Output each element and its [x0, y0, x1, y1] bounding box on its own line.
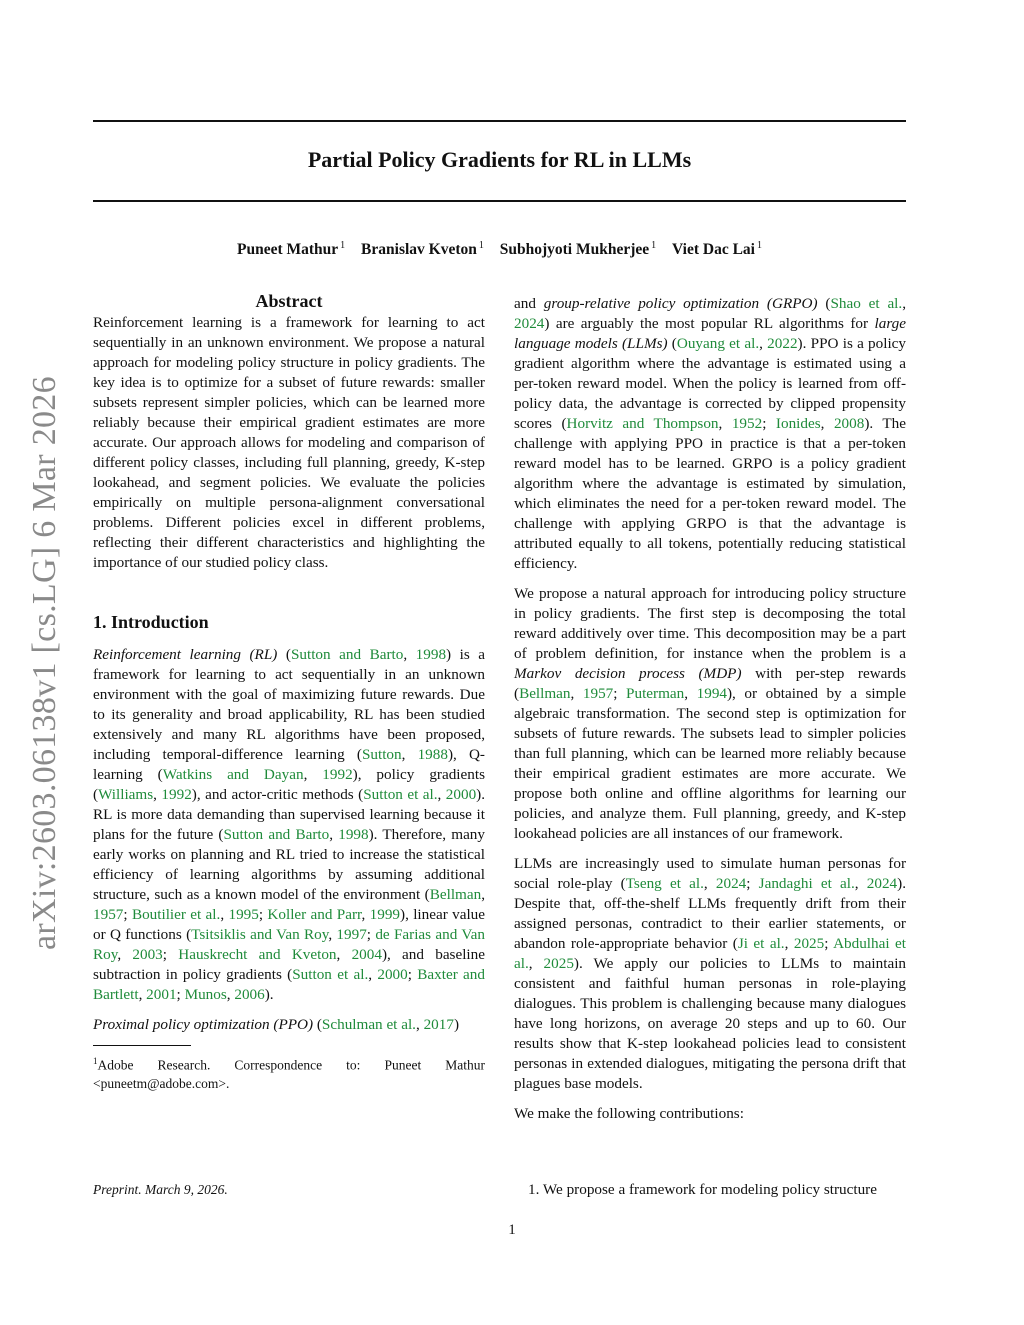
citation-year-link[interactable]: 2003 [132, 946, 163, 963]
author-list [93, 236, 906, 260]
citation-year-link[interactable]: 2000 [377, 966, 408, 983]
citation-year-link[interactable]: 1952 [731, 415, 763, 432]
citation-link[interactable]: de Farias and Van Roy [93, 926, 485, 963]
citation-year-link[interactable]: 2022 [767, 335, 798, 352]
citation-link[interactable]: Koller and Parr [267, 906, 362, 923]
citation-link[interactable]: Tseng et al. [625, 875, 704, 892]
citation-year-link[interactable]: 1999 [369, 906, 401, 923]
citation-year-link[interactable]: 2024 [866, 875, 898, 892]
citation-link[interactable]: Schulman et al. [321, 1016, 416, 1033]
title-rule-top [93, 120, 906, 122]
citation-year-link[interactable]: 2006 [234, 986, 265, 1003]
author: Puneet Mathur $^1$ [237, 240, 346, 259]
citation-link[interactable]: Puterman [626, 685, 685, 702]
author: Branislav Kveton $^1$ [361, 240, 484, 259]
right-column [514, 294, 906, 1124]
citation-year-link[interactable]: 2025 [543, 955, 574, 972]
intro-paragraph-1: Reinforcement learning (RL) (Sutton and Barto, 1998) is a framework for learning to act sequentially in an unknown environment with the goal of maximizing future rewards. Due to its generality and broad applicability, RL has been studied extensively and many RL algorithms have been proposed, including temporal-difference learning (Sutton, 1988), Q-learning (Watkins and Dayan, 1992), policy gradients (Williams, 1992), and actor-critic methods (Sutton et al., 2000). RL is more data demanding than supervised learning because it plans for the future (Sutton and Barto, 1998). Therefore, many early works on planning and RL tried to increase the statistical efficiency of learning algorithms by assuming additional structure, such as a known model of the environment (Bellman, 1957; Boutilier et al., 1995; Koller and Parr, 1999), linear value or Q functions (Tsitsiklis and Van Roy, 1997; de Farias and Van Roy, 2003; Hauskrecht and Kveton, 2004), and baseline subtraction in policy gradients (Sutton et al., 2000; Baxter and Bartlett, 2001; Munos, 2006). [93, 646, 486, 1003]
citation-link[interactable]: Boutilier et al. [131, 906, 221, 923]
citation-link[interactable]: Sutton and Barto [223, 826, 330, 843]
preprint-date: Preprint. March 9, 2026. [93, 1182, 228, 1197]
abstract-text: Reinforcement learning is a framework for learning to act sequentially in an unknown environment. We propose a natural approach for modeling policy structure in policy gradients. The key idea is to optimize for a subset of future rewards: smaller subsets represent simpler policies, which can be learned more reliably because their empirical gradient estimates are more accurate. Our approach allows for modeling and comparison of different policy classes, including full planning, greedy, K-step lookahead, and segment policies. We evaluate the policies empirically on multiple persona-alignment conversational problems. Different policies excel in different problems, reflecting their different characteristics and highlighting the importance of our studied policy class. [93, 314, 485, 571]
left-column [93, 288, 485, 1093]
citation-link[interactable]: Ji et al. [737, 935, 785, 952]
citation-year-link[interactable]: 1998 [415, 646, 447, 663]
page-number: 1 [508, 1222, 516, 1238]
citation-year-link[interactable]: 2001 [146, 986, 177, 1003]
citation-year-link[interactable]: 1998 [338, 826, 369, 843]
citation-link[interactable]: Ouyang et al. [676, 335, 760, 352]
citation-link[interactable]: Sutton and Barto [290, 646, 404, 663]
citation-year-link[interactable]: 1995 [228, 906, 259, 923]
citation-link[interactable]: Sutton [361, 746, 402, 763]
citation-year-link[interactable]: 2000 [445, 786, 477, 803]
paper-title: Partial Policy Gradients for RL in LLMs [307, 147, 692, 172]
title-rule-bottom [93, 200, 906, 202]
contribution-item-1: 1. We propose a framework for modeling policy structure [528, 1181, 877, 1198]
citation-link[interactable]: Bellman [519, 685, 571, 702]
author: Viet Dac Lai $^1$ [672, 240, 762, 259]
citation-link[interactable]: Sutton et al. [292, 966, 369, 983]
citation-link[interactable]: Shao et al. [830, 295, 903, 312]
citation-year-link[interactable]: 1997 [336, 926, 367, 943]
intro-paragraph-2: Proximal policy optimization (PPO) (Schulman et al., 2017) [93, 1016, 459, 1033]
intro-heading: 1. Introduction [93, 612, 209, 632]
citation-link[interactable]: Ionides [775, 415, 821, 432]
citation-year-link[interactable]: 1957 [582, 685, 614, 702]
citation-year-link[interactable]: 2024 [514, 315, 545, 332]
citation-year-link[interactable]: 1992 [322, 766, 353, 783]
citation-link[interactable]: Bellman [429, 886, 482, 903]
citation-link[interactable]: Abdulhai et al. [514, 935, 906, 972]
right-paragraph-2: We propose a natural approach for introducing policy structure in policy gradients. The first step is decomposing the total reward additively over time. This decomposition may be a part of problem definition, for instance when the problem is a Markov decision process (MDP) with per-step rewards (Bellman, 1957; Puterman, 1994), or obtained by a simple algebraic transformation. The second step is optimization for subsets of future rewards. The subsets lead to simpler policies than full planning, which can be learned more reliably because their empirical gradient estimates are more accurate. We propose both online and offline algorithms for learning our policies, and analyze them. Full planning, greedy, and K-step lookahead policies are all instances of our framework. [514, 585, 907, 842]
author: Subhojyoti Mukherjee $^1$ [499, 240, 657, 259]
citation-year-link[interactable]: 2004 [351, 946, 382, 963]
citation-year-link[interactable]: 2017 [423, 1016, 454, 1033]
citation-link[interactable]: Baxter and Bartlett [93, 966, 485, 1003]
citation-year-link[interactable]: 2008 [833, 415, 865, 432]
citation-link[interactable]: Sutton et al. [363, 786, 438, 803]
citation-link[interactable]: Tsitsiklis and Van Roy [191, 926, 329, 943]
citation-year-link[interactable]: 1988 [417, 746, 448, 763]
citation-link[interactable]: Munos [184, 986, 227, 1003]
right-paragraph-4: We make the following contributions: [514, 1105, 744, 1122]
citation-link[interactable]: Williams [98, 786, 154, 803]
citation-year-link[interactable]: 2024 [715, 875, 747, 892]
citation-link[interactable]: Horvitz and Thompson [566, 415, 719, 432]
citation-link[interactable]: Hauskrecht and Kveton [178, 946, 337, 963]
footnote-rule [93, 1045, 191, 1046]
citation-year-link[interactable]: 2025 [793, 935, 825, 952]
citation-year-link[interactable]: 1992 [161, 786, 192, 803]
right-paragraph-3: LLMs are increasingly used to simulate human personas for social role-play (Tseng et al., 2024; Jandaghi et al., 2024). Despite that, off-the-shelf LLMs frequently drift from their assigned personas, contradict to their earlier statements, or abandon role-appropriate behavior (Ji et al., 2025; Abdulhai et al., 2025). We apply our policies to LLMs to maintain consistent and faithful human personas in role-playing dialogues. This problem is challenging because many dialogues have long horizons, on average 20 steps and up to 60. Our results show that K-step lookahead policies lead to consistent personas in extended dialogues, mitigating the persona drift that plagues base models. [514, 855, 907, 1092]
abstract-heading: Abstract [255, 291, 323, 311]
arxiv-side-stamp: arXiv:2603.06138v1 [cs.LG] 6 Mar 2026 [26, 376, 63, 950]
right-paragraph-1: and group-relative policy optimization (GRPO) (Shao et al., 2024) are arguably the most popular RL algorithms for large language models (LLMs) (Ouyang et al., 2022). PPO is a policy gradient algorithm where the advantage is estimated using a per-token reward model. When the policy is learned from off-policy data, the advantage is corrected by clipped propensity scores (Horvitz and Thompson, 1952; Ionides, 2008). The challenge with applying PPO in practice is that a per-token reward model has to be learned. GRPO is a policy gradient algorithm where the advantage is estimated by simulation, which eliminates the need for a per-token reward model. The challenge with applying GRPO is that the advantage is attributed equally to all tokens, potentially reducing statistical efficiency. [514, 295, 907, 572]
citation-year-link[interactable]: 1957 [93, 906, 124, 923]
citation-year-link[interactable]: 1994 [696, 685, 727, 702]
footnote: $^1$Adobe Research. Correspondence to: Puneet Mathur <puneetm@adobe.com>. [93, 1056, 485, 1091]
citation-link[interactable]: Watkins and Dayan [162, 766, 304, 783]
citation-link[interactable]: Jandaghi et al. [758, 875, 855, 892]
